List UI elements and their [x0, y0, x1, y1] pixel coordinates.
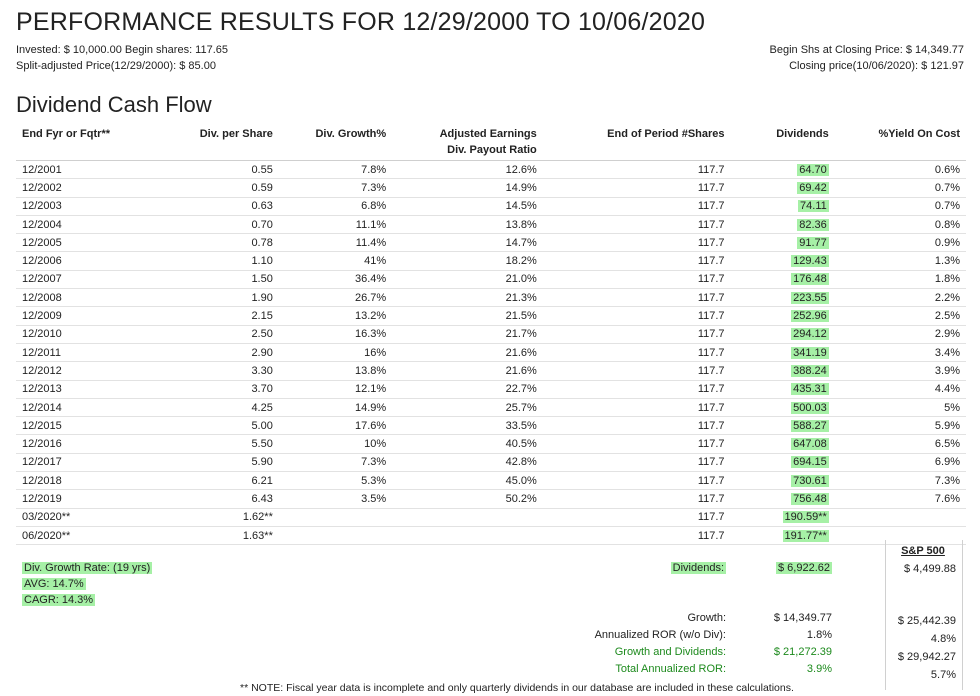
table-row — [16, 435, 966, 453]
cell-dividends — [731, 325, 835, 343]
table-row — [16, 362, 966, 380]
cell-dividends — [731, 526, 835, 544]
cell-period: 12/2005 — [16, 234, 162, 252]
cell-payout: 14.5% — [392, 197, 543, 215]
cell-growth: 17.6% — [279, 417, 392, 435]
dividend-amount: 647.08 — [793, 438, 827, 451]
cell-period: 12/2010 — [16, 325, 162, 343]
col-period: End Fyr or Fqtr** — [16, 124, 162, 161]
sp500-growth-dividends: $ 29,942.27 — [897, 651, 956, 663]
growth-avg-text: AVG: 14.7% — [24, 578, 84, 590]
cell-payout: 50.2% — [392, 490, 543, 508]
cell-payout: 21.0% — [392, 270, 543, 288]
sp500-growth: $ 25,442.39 — [897, 615, 956, 627]
begin-shares-text: Begin Shs at Closing Price: $ 14,349.77 — [769, 44, 964, 56]
cell-shares: 117.7 — [543, 508, 731, 526]
cell-dividends — [731, 234, 835, 252]
dividend-amount: 588.27 — [793, 419, 827, 432]
table-row — [16, 270, 966, 288]
cell-period: 12/2001 — [16, 161, 162, 179]
cell-growth: 7.8% — [279, 161, 392, 179]
cell-yield: 0.8% — [835, 215, 966, 233]
cell-dividends — [731, 362, 835, 380]
cell-growth: 12.1% — [279, 380, 392, 398]
cell-shares: 117.7 — [543, 472, 731, 490]
cell-shares: 117.7 — [543, 417, 731, 435]
cell-dividends — [731, 161, 835, 179]
cell-shares: 117.7 — [543, 307, 731, 325]
cell-period: 12/2016 — [16, 435, 162, 453]
cell-shares: 117.7 — [543, 179, 731, 197]
cell-shares: 117.7 — [543, 490, 731, 508]
cell-dps: 5.50 — [162, 435, 279, 453]
dividend-amount: 252.96 — [793, 310, 827, 323]
cell-yield: 1.8% — [835, 270, 966, 288]
cell-dps: 0.70 — [162, 215, 279, 233]
cell-growth: 6.8% — [279, 197, 392, 215]
cell-period: 12/2007 — [16, 270, 162, 288]
cell-shares: 117.7 — [543, 270, 731, 288]
cell-payout — [392, 526, 543, 544]
dividend-amount: 82.36 — [799, 218, 827, 231]
cell-dividends — [731, 252, 835, 270]
col-payout-ratio — [392, 124, 543, 161]
cell-payout: 21.6% — [392, 362, 543, 380]
table-row — [16, 252, 966, 270]
investment-info — [16, 42, 228, 74]
table-body — [16, 161, 966, 545]
cell-dps: 3.30 — [162, 362, 279, 380]
cell-growth: 16% — [279, 343, 392, 361]
table-row — [16, 289, 966, 307]
table-row — [16, 307, 966, 325]
growth-cagr-text: CAGR: 14.3% — [24, 594, 94, 606]
cell-period: 03/2020** — [16, 508, 162, 526]
cell-dividends — [731, 343, 835, 361]
cell-period: 12/2018 — [16, 472, 162, 490]
dividend-amount: 500.03 — [793, 401, 827, 414]
cell-shares: 117.7 — [543, 362, 731, 380]
table-row — [16, 215, 966, 233]
cell-growth: 13.8% — [279, 362, 392, 380]
cell-growth: 7.3% — [279, 179, 392, 197]
table-header-row — [16, 124, 966, 161]
cell-payout — [392, 508, 543, 526]
table-row — [16, 380, 966, 398]
cell-payout: 40.5% — [392, 435, 543, 453]
dividend-amount: 74.11 — [800, 200, 827, 213]
section-title: Dividend Cash Flow — [16, 92, 212, 117]
cell-yield: 4.4% — [835, 380, 966, 398]
table-row — [16, 161, 966, 179]
cell-yield: 1.3% — [835, 252, 966, 270]
cell-shares: 117.7 — [543, 252, 731, 270]
cell-growth: 5.3% — [279, 472, 392, 490]
cell-dividends — [731, 289, 835, 307]
dividend-amount: 129.43 — [793, 255, 827, 268]
cell-period: 12/2003 — [16, 197, 162, 215]
cell-payout: 45.0% — [392, 472, 543, 490]
cell-period: 12/2017 — [16, 453, 162, 471]
cell-payout: 21.5% — [392, 307, 543, 325]
cell-dividends — [731, 508, 835, 526]
cell-growth: 10% — [279, 435, 392, 453]
cell-payout: 42.8% — [392, 453, 543, 471]
cell-yield — [835, 508, 966, 526]
cell-dividends — [731, 380, 835, 398]
cell-payout: 14.7% — [392, 234, 543, 252]
cell-dps: 4.25 — [162, 398, 279, 416]
dividends-total-label — [671, 562, 726, 574]
cell-payout: 33.5% — [392, 417, 543, 435]
cell-payout: 21.6% — [392, 343, 543, 361]
cell-dps: 0.78 — [162, 234, 279, 252]
table-row — [16, 343, 966, 361]
cell-period: 12/2004 — [16, 215, 162, 233]
dividend-amount: 694.15 — [793, 456, 827, 469]
growth-dividends-value: $ 21,272.39 — [773, 646, 832, 658]
dividend-amount: 64.70 — [799, 163, 827, 176]
cell-dps: 0.55 — [162, 161, 279, 179]
dividend-table — [16, 124, 966, 545]
cell-dps: 0.63 — [162, 197, 279, 215]
cell-shares: 117.7 — [543, 197, 731, 215]
cell-dividends — [731, 197, 835, 215]
cell-growth: 36.4% — [279, 270, 392, 288]
cell-yield: 2.9% — [835, 325, 966, 343]
cell-growth — [279, 508, 392, 526]
sp500-dividends: $ 4,499.88 — [904, 563, 956, 575]
sp500-ror: 4.8% — [930, 633, 956, 645]
growth-value: $ 14,349.77 — [773, 612, 832, 624]
cell-yield: 2.5% — [835, 307, 966, 325]
dividend-amount: 69.42 — [799, 181, 827, 194]
table-row — [16, 179, 966, 197]
cell-dps: 2.90 — [162, 343, 279, 361]
cell-dps: 3.70 — [162, 380, 279, 398]
cell-period: 12/2008 — [16, 289, 162, 307]
dividend-amount: 176.48 — [793, 273, 827, 286]
cell-yield: 3.4% — [835, 343, 966, 361]
growth-rate-label — [22, 562, 152, 574]
ror-label: Annualized ROR (w/o Div): — [594, 629, 726, 641]
cell-payout: 22.7% — [392, 380, 543, 398]
cell-yield: 2.2% — [835, 289, 966, 307]
cell-shares: 117.7 — [543, 453, 731, 471]
cell-payout: 14.9% — [392, 179, 543, 197]
growth-dividends-label: Growth and Dividends: — [614, 646, 726, 658]
dividend-amount: 91.77 — [799, 236, 827, 249]
cell-period: 12/2011 — [16, 343, 162, 361]
cell-dividends — [731, 179, 835, 197]
cell-dividends — [731, 435, 835, 453]
cell-dividends — [731, 490, 835, 508]
cell-period: 12/2006 — [16, 252, 162, 270]
cell-growth — [279, 526, 392, 544]
cell-dps: 6.21 — [162, 472, 279, 490]
cell-period: 06/2020** — [16, 526, 162, 544]
cell-shares: 117.7 — [543, 398, 731, 416]
dividends-total-value-text: $ 6,922.62 — [778, 562, 830, 574]
table-row — [16, 526, 966, 544]
cell-shares: 117.7 — [543, 526, 731, 544]
ror-value: 1.8% — [806, 629, 832, 641]
cell-period: 12/2002 — [16, 179, 162, 197]
cell-dps: 2.15 — [162, 307, 279, 325]
cell-dps: 1.62** — [162, 508, 279, 526]
cell-dps: 6.43 — [162, 490, 279, 508]
cell-growth: 16.3% — [279, 325, 392, 343]
cell-yield: 6.9% — [835, 453, 966, 471]
cell-period: 12/2019 — [16, 490, 162, 508]
cell-period: 12/2012 — [16, 362, 162, 380]
cell-yield: 0.7% — [835, 197, 966, 215]
col-div-per-share: Div. per Share — [162, 124, 279, 161]
cell-yield: 0.6% — [835, 161, 966, 179]
cell-growth: 3.5% — [279, 490, 392, 508]
cell-payout: 25.7% — [392, 398, 543, 416]
table-row — [16, 417, 966, 435]
cell-yield: 0.9% — [835, 234, 966, 252]
total-ror-label: Total Annualized ROR: — [615, 663, 726, 675]
dividend-amount: 294.12 — [793, 328, 827, 341]
cell-dps: 2.50 — [162, 325, 279, 343]
split-price-text: Split-adjusted Price(12/29/2000): $ 85.00 — [16, 60, 216, 72]
table-row — [16, 490, 966, 508]
cell-payout: 21.7% — [392, 325, 543, 343]
cell-dividends — [731, 307, 835, 325]
cell-shares: 117.7 — [543, 435, 731, 453]
cell-payout: 13.8% — [392, 215, 543, 233]
payout-header-line1: Adjusted Earnings — [439, 128, 537, 140]
cell-growth: 26.7% — [279, 289, 392, 307]
cell-growth: 41% — [279, 252, 392, 270]
cell-yield: 7.3% — [835, 472, 966, 490]
cell-dps: 5.90 — [162, 453, 279, 471]
footnote: ** NOTE: Fiscal year data is incomplete and only quarterly dividends in our database are included in these calculations. — [240, 682, 794, 694]
cell-dps: 1.63** — [162, 526, 279, 544]
cell-yield: 7.6% — [835, 490, 966, 508]
sp500-title: S&P 500 — [901, 545, 945, 557]
sp500-total-ror: 5.7% — [930, 669, 956, 681]
growth-rate-text: Div. Growth Rate: (19 yrs) — [24, 562, 151, 574]
cell-yield: 6.5% — [835, 435, 966, 453]
cell-yield: 5.9% — [835, 417, 966, 435]
cell-shares: 117.7 — [543, 325, 731, 343]
dividend-amount: 730.61 — [793, 474, 827, 487]
cell-period: 12/2009 — [16, 307, 162, 325]
dividend-amount: 190.59** — [784, 511, 827, 524]
cell-growth: 7.3% — [279, 453, 392, 471]
cell-shares: 117.7 — [543, 289, 731, 307]
payout-header-line2: Div. Payout Ratio — [447, 144, 537, 156]
page-title: PERFORMANCE RESULTS FOR 12/29/2000 TO 10/06/2020 — [16, 8, 706, 36]
growth-avg — [22, 578, 86, 590]
cell-shares: 117.7 — [543, 380, 731, 398]
table-row — [16, 197, 966, 215]
cell-period: 12/2013 — [16, 380, 162, 398]
dividend-amount: 756.48 — [793, 492, 827, 505]
col-shares: End of Period #Shares — [543, 124, 731, 161]
growth-cagr — [22, 594, 95, 606]
col-dividends: Dividends — [731, 124, 835, 161]
cell-dividends — [731, 472, 835, 490]
cell-shares: 117.7 — [543, 234, 731, 252]
cell-shares: 117.7 — [543, 161, 731, 179]
col-div-growth: Div. Growth% — [279, 124, 392, 161]
cell-yield: 0.7% — [835, 179, 966, 197]
cell-growth: 14.9% — [279, 398, 392, 416]
dividend-amount: 388.24 — [793, 364, 827, 377]
cell-shares: 117.7 — [543, 215, 731, 233]
cell-payout: 21.3% — [392, 289, 543, 307]
dividends-total-label-text: Dividends: — [672, 562, 724, 574]
cell-dividends — [731, 417, 835, 435]
cell-period: 12/2015 — [16, 417, 162, 435]
invested-text: Invested: $ 10,000.00 Begin shares: 117.65 — [16, 44, 229, 56]
cell-yield: 5% — [835, 398, 966, 416]
dividend-amount: 191.77** — [784, 529, 827, 542]
cell-dps: 0.59 — [162, 179, 279, 197]
cell-dps: 1.90 — [162, 289, 279, 307]
closing-info — [770, 42, 964, 74]
cell-payout: 12.6% — [392, 161, 543, 179]
cell-dividends — [731, 270, 835, 288]
growth-label: Growth: — [687, 612, 726, 624]
cell-dps: 1.50 — [162, 270, 279, 288]
table-row — [16, 508, 966, 526]
cell-growth: 11.4% — [279, 234, 392, 252]
total-ror-value: 3.9% — [806, 663, 832, 675]
cell-dividends — [731, 215, 835, 233]
cell-dividends — [731, 453, 835, 471]
cell-dividends — [731, 398, 835, 416]
col-yield: %Yield On Cost — [835, 124, 966, 161]
table-row — [16, 234, 966, 252]
cell-yield: 3.9% — [835, 362, 966, 380]
closing-price-text: Closing price(10/06/2020): $ 121.97 — [789, 60, 964, 72]
table-row — [16, 453, 966, 471]
cell-period: 12/2014 — [16, 398, 162, 416]
cell-shares: 117.7 — [543, 343, 731, 361]
dividends-total-value — [776, 562, 832, 574]
cell-growth: 13.2% — [279, 307, 392, 325]
table-row — [16, 325, 966, 343]
cell-dps: 5.00 — [162, 417, 279, 435]
cell-payout: 18.2% — [392, 252, 543, 270]
dividend-amount: 341.19 — [793, 346, 827, 359]
cell-dps: 1.10 — [162, 252, 279, 270]
cell-growth: 11.1% — [279, 215, 392, 233]
table-row — [16, 398, 966, 416]
dividend-amount: 435.31 — [793, 383, 827, 396]
table-row — [16, 472, 966, 490]
dividend-amount: 223.55 — [793, 291, 827, 304]
